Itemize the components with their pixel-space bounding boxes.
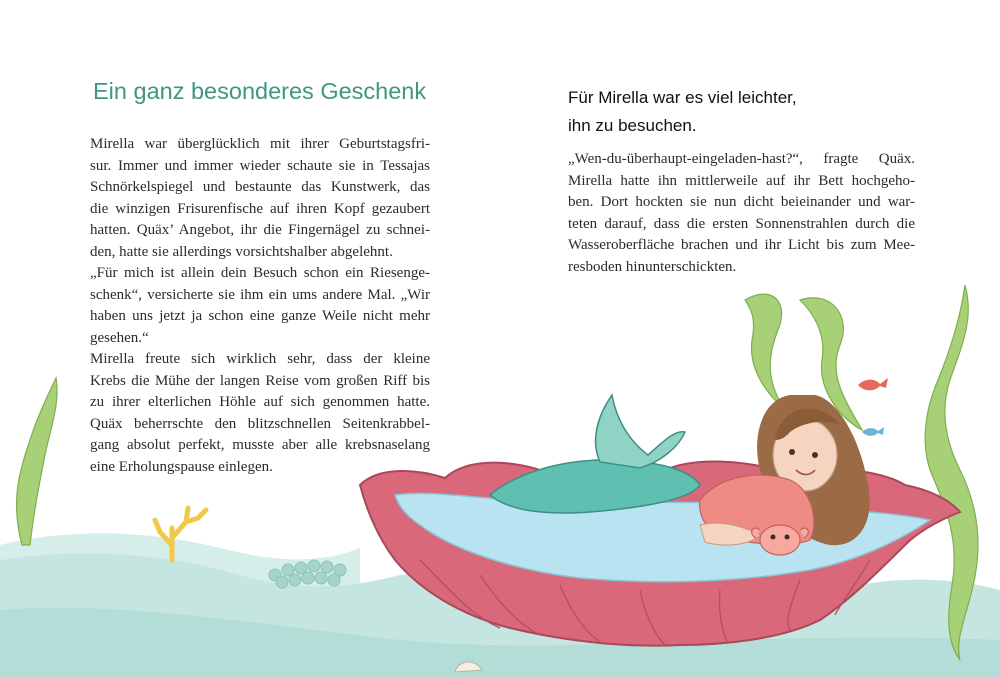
text-line: Quäx beherrschte den blitzschnellen Seitenkrabbel- — [90, 415, 430, 432]
text-line: gesehen.“ — [90, 329, 149, 346]
text-line: gang absolut perfekt, musste aber alle krebsnaselang — [90, 437, 430, 453]
text-line: „Wen-du-überhaupt-eingeladen-hast?“, fragte Quäx. — [568, 151, 915, 167]
seaweed-back — [745, 294, 785, 410]
right-subheading — [568, 84, 797, 140]
text-line: Krebs die Mühe der langen Reise vom großen Riff bis — [90, 372, 430, 389]
fish-red — [858, 378, 888, 390]
text-line: die winzigen Frisurenfische auf ihren Kopf gezaubert — [90, 200, 430, 217]
text-line: ben. Dort hockten sie nun dicht beieinander und war- — [568, 194, 915, 210]
text-line: resboden hinunterschickten. — [568, 258, 737, 275]
subheading-line: Für Mirella war es viel leichter, — [568, 88, 797, 107]
chapter-title: Ein ganz besonderes Geschenk — [93, 78, 427, 104]
mermaid-tail — [490, 395, 700, 513]
text-line: sur. Immer und immer wieder schaute sie in Tessajas — [90, 157, 430, 174]
text-line: schenk“, versicherte sie ihm ein ums andere Mal. „Wir — [90, 286, 430, 303]
text-line: teten darauf, dass die ersten Sonnenstrahlen durch die — [568, 215, 915, 232]
right-body-text — [568, 149, 915, 278]
text-line: hatten. Quäx’ Angebot, ihr die Fingernägel zu schnei- — [90, 222, 430, 238]
text-line: Schnörkelspiegel und bestaunte das Kunstwerk, das — [90, 179, 430, 195]
text-line: eine Erholungspause einlegen. — [90, 458, 273, 475]
seaweed-left — [17, 378, 58, 545]
text-line: Mirella freute sich wirklich sehr, dass der kleine — [90, 351, 430, 367]
text-line: zu ihrer elterlichen Höhle auf sich genommen hatte. — [90, 394, 430, 410]
text-line: Wasseroberfläche brachen und ihr Licht bis zum Mee- — [568, 237, 915, 253]
subheading-line: ihn zu besuchen. — [568, 116, 697, 135]
text-line: Mirella war überglücklich mit ihrer Geburtstagsfri- — [90, 136, 430, 152]
text-line: den, hatte sie allerdings vorsichtshalber abgelehnt. — [90, 243, 393, 260]
text-line: Mirella hatte ihn mittlerweile auf ihr Bett hochgeho- — [568, 172, 915, 189]
text-line: haben uns jetzt ja schon eine ganze Weile nicht mehr — [90, 308, 430, 324]
underwater-illustration — [0, 280, 1000, 677]
fish-blue — [862, 427, 884, 436]
text-line: „Für mich ist allein dein Besuch schon ein Riesenge- — [90, 265, 430, 281]
